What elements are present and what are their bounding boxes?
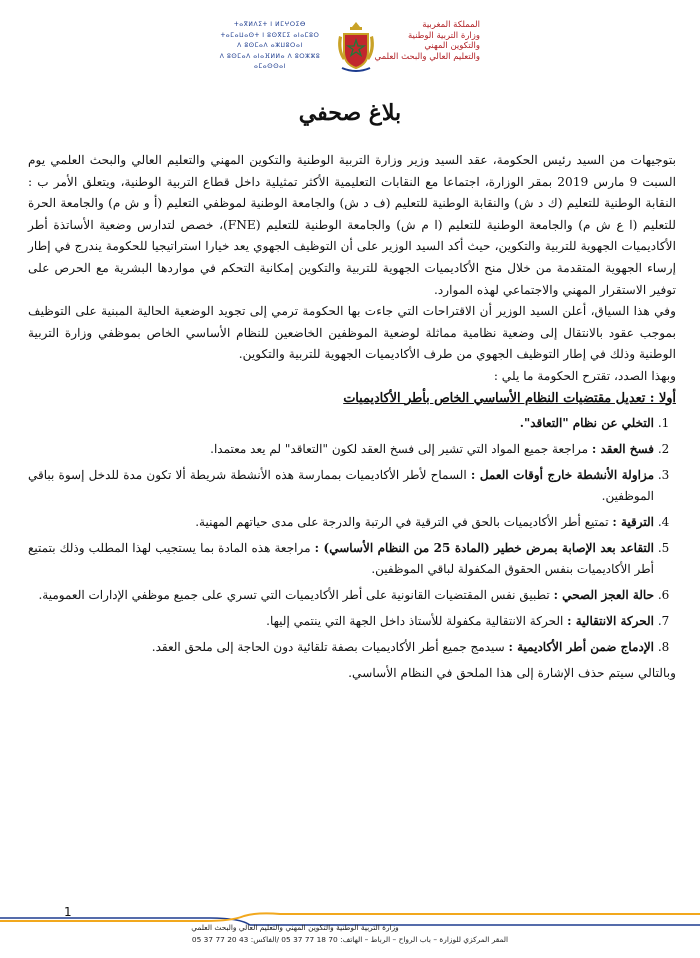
tifinagh-header (210, 20, 330, 73)
item-text: سيدمج جميع أطر الأكاديميات بصفة تلقائية دون الحاجة إلى ملحق العقد. (151, 640, 509, 655)
tifinagh-line: ⴷ ⵓⵙⵎⴰⴷ ⴰⵣⵡⵓⵔⴰⵏ (237, 42, 303, 49)
item-label: الإدماج ضمن أطر الأكاديمية : (508, 640, 654, 655)
item-text: السماح لأطر الأكاديميات بممارسة هذه الأنشطة شريطة ألا تكون مدة للدخل إسوة بباقي الموظفين. (28, 468, 654, 504)
item-label: حالة العجز الصحي : (553, 588, 654, 603)
arabic-header-line: والتكوين المهني (424, 41, 480, 51)
item-text: تمتيع أطر الأكاديميات بالحق في الترقية في الرتبة والدرجة على مدى حياتهم المهنية. (195, 515, 613, 530)
arabic-header-line: المملكة المغربية (422, 20, 480, 30)
item-label: التقاعد بعد الإصابة بمرض خطير (المادة 25 من النظام الأساسي) : (314, 541, 655, 556)
list-item (28, 538, 654, 580)
list-item (28, 439, 654, 460)
item-text: الحركة الانتقالية مكفولة للأستاذ داخل الجهة التي ينتمي إليها. (266, 614, 568, 629)
item-label: التخلي عن نظام "التعاقد". (519, 416, 654, 431)
arabic-header (340, 20, 480, 62)
closing-line: وبالتالي سيتم حذف الإشارة إلى هذا الملحق في النظام الأساسي. (348, 666, 676, 681)
document-body (28, 150, 676, 685)
list-item (28, 637, 654, 658)
footer (0, 922, 700, 946)
list-item (28, 611, 654, 632)
list-item (28, 413, 654, 434)
footer-ministry: وزارة التربية الوطنية والتكوين المهني والتعليم العالي والبحث العلمي (191, 923, 399, 932)
item-text: تطبيق نفس المقتضيات القانونية على أطر الأكاديميات التي تسري على جميع موظفي الإدارات العمومية. (38, 588, 554, 603)
page-number: 1 (64, 905, 72, 919)
footer-address: المقر المركزي للوزارة – باب الرواح – الرباط – الهاتف: 70 18 77 37 05 /الفاكس: 43 20 77 37 05 (191, 935, 509, 944)
tifinagh-line: ⵜⴰⵎⴰⵡⴰⵙⵜ ⵏ ⵓⵙⴳⵎⵉ ⴰⵏⴰⵎⵓⵔ (220, 31, 320, 39)
item-label: الحركة الانتقالية : (567, 614, 654, 629)
arabic-header-line: وزارة التربية الوطنية (407, 30, 480, 41)
paragraph: بتوجيهات من السيد رئيس الحكومة، عقد السيد وزير وزارة التربية الوطنية والتكوين المهني والتعليم العالي والبحث العلمي يوم السبت 9 مارس 2019 بمقر الوزارة، اجتماعا مع النقابات التعليمية الأكثر تمثيلية داخل قطاع التربية الوطنية، ويتعلق الأمر ب : النقابة الوطنية للتعليم (ك د ش) والنقابة الوطنية للتعليم (ف د ش) والجامعة الوطنية لموظفي التعليم (أ و ش م) والجامعة الحرة للتعليم (ا ع ش م) والجامعة الوطنية للتعليم (ا م ش) والجامعة الوطنية للتعليم (FNE)، خصص لتدارس وضعية الأساتذة أطر الأكاديميات الجهوية للتربية والتكوين، حيث أكد السيد الوزير على أن التوظيف الجهوي يعد خيارا استراتيجيا للحكومة يندرج في إطار إرساء الجهوية المتقدمة من خلال منح الأكاديميات الجهوية للتربية والتكوين إمكانية التحكم في مواردها البشرية مع الحرص على توفير الاستقرار المهني والاجتماعي لهذه الموارد. (28, 153, 676, 297)
list-item (28, 585, 654, 606)
list-item (28, 465, 654, 507)
arabic-header-line: والتعليم العالي والبحث العلمي (374, 51, 480, 62)
paragraph: وفي هذا السياق، أعلن السيد الوزير أن الاقتراحات التي جاءت بها الحكومة ترمي إلى تجويد الوضعية الحالية المبنية على التوظيف بموجب عقود بالانتقال إلى وضعية نظامية مماثلة لوضعية الموظفين الخاضعين للنظام الأساسي الخاص بموظفي وزارة التربية الوطنية وذلك في إطار التوظيف الجهوي من طرف الأكاديميات الجهوية للتربية والتكوين. (28, 304, 676, 362)
document-title: بلاغ صحفي (298, 100, 402, 126)
item-label: مزاولة الأنشطة خارج أوقات العمل : (470, 468, 654, 483)
section-title: أولا : تعديل مقتضيات النظام الأساسي الخاص بأطر الأكاديميات (343, 390, 676, 406)
paragraph: وبهذا الصدد، تقترح الحكومة ما يلي : (493, 368, 676, 383)
list-item (28, 512, 654, 533)
letterhead (0, 8, 700, 83)
tifinagh-line: ⵜⴰⴳⵍⴷⵉⵜ ⵏ ⵍⵎⵖⵔⵉⴱ (234, 21, 306, 28)
item-text: مراجعة جميع المواد التي تشير إلى فسخ العقد لكون "التعاقد" لم يعد معتمدا. (210, 442, 592, 457)
item-text: مراجعة هذه المادة بما يستجيب لهذا المطلب وذلك بتمتيع أطر الأكاديميات بنفس الحقوق المكفولة لباقي الموظفين. (28, 541, 654, 577)
proposals-list (28, 413, 676, 658)
tifinagh-line: ⴷ ⵓⵙⵎⴰⴷ ⴰⵏⴰⴼⵍⵍⴰ ⴷ ⵓⵔⵣⵣⵓ ⴰⵎⴰⵙⵙⴰⵏ (219, 52, 321, 70)
item-label: فسخ العقد : (591, 442, 654, 457)
item-label: الترقية : (612, 515, 654, 530)
